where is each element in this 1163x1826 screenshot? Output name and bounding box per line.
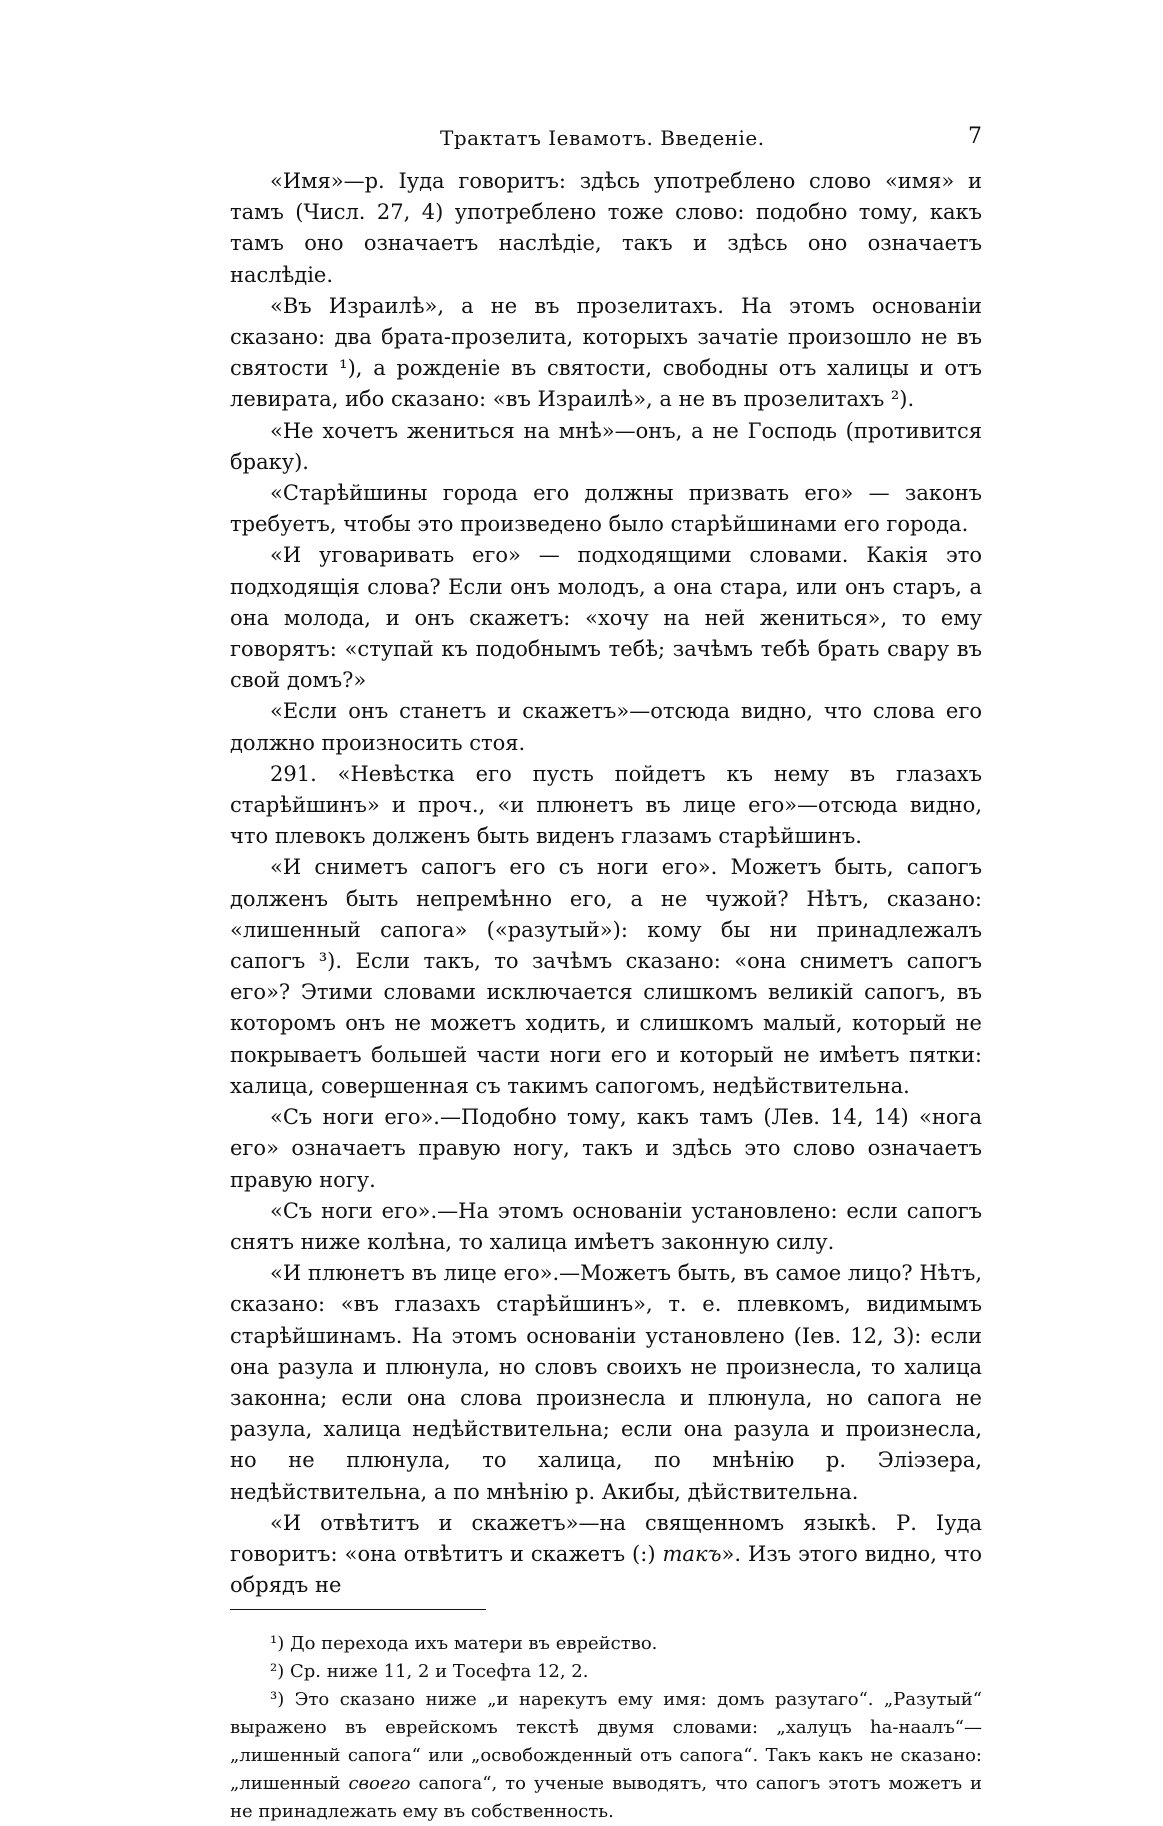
text-run: ». Изъ этого видно, что обрядъ не: [230, 1541, 983, 1598]
page-header: [230, 118, 982, 154]
text-run: сапога“, то ученые выводятъ, что сапогъ этотъ можетъ и не принадлежать ему въ собственность.: [230, 1773, 983, 1823]
paragraph-last: [230, 1508, 982, 1602]
paragraph: «Не хочетъ жениться на мнѣ»—онъ, а не Господь (противится браку).: [230, 418, 982, 474]
footnote-2: ²) Ср. ниже 11, 2 и Тосефта 12, 2.: [270, 1661, 589, 1683]
italic-word: такъ: [662, 1541, 722, 1566]
text-run: ³) Это сказано ниже „и нарекутъ ему имя: домъ разутаго“. „Разутый“ выражено въ еврейскомъ текстѣ двумя словами: „халуцъ hа-наалъ“—„лишенный сапога“ или „освобожденный отъ сапога“. Такъ какъ не сказано: „лишенный: [230, 1689, 982, 1795]
paragraph: «Если онъ станетъ и скажетъ»—отсюда видно, что слова его должно произносить стоя.: [230, 699, 982, 755]
paragraph: «Съ ноги его».—Подобно тому, какъ тамъ (Лев. 14, 14) «нога его» означаетъ правую ногу, такъ и здѣсь это слово означаетъ правую ногу.: [230, 1105, 982, 1192]
running-title: Трактатъ Іевамотъ. Введеніе.: [440, 126, 765, 150]
paragraph: «Имя»—р. Іуда говоритъ: здѣсь употреблено слово «имя» и тамъ (Числ. 27, 4) употреблено тоже слово: подобно тому, какъ тамъ оно означаетъ наслѣдіе, такъ и здѣсь оно означаетъ наслѣдіе.: [230, 169, 982, 287]
page-number: 7: [968, 124, 982, 149]
footnote-divider: [230, 1609, 486, 1610]
paragraph: «И уговаривать его» — подходящими словами. Какія это подходящія слова? Если онъ молодъ, а она стара, или онъ старъ, а она молода, и онъ скажетъ: «хочу на ней жениться», то ему говорятъ: «ступай къ подобнымъ тебѣ; зачѣмъ тебѣ брать свару въ свой домъ?»: [230, 543, 982, 693]
book-page: [230, 118, 982, 1826]
paragraph: «Въ Израилѣ», а не въ прозелитахъ. На этомъ основаніи сказано: два брата-прозелита, которыхъ зачатіе произошло не въ святости ¹), а рожденіе въ святости, свободны отъ халицы и отъ левирата, ибо сказано: «въ Израилѣ», а не въ прозелитахъ ²).: [230, 293, 982, 412]
paragraph: «Старѣйшины города его должны призвать его» — законъ требуетъ, чтобы это произведено было старѣйшинами его города.: [230, 481, 982, 537]
footnote-1: ¹) До перехода ихъ матери въ еврейство.: [270, 1633, 658, 1655]
paragraph: «Съ ноги его».—На этомъ основаніи установлено: если сапогъ снятъ ниже колѣна, то халица имѣетъ законную силу.: [230, 1198, 982, 1254]
text-run: «И отвѣтитъ и скажетъ»—на священномъ языкѣ. Р. Іуда говоритъ: «она отвѣтитъ и скажетъ (:): [230, 1510, 982, 1566]
footnote-3: [230, 1686, 982, 1826]
paragraph: «И сниметъ сапогъ его съ ноги его». Можетъ быть, сапогъ долженъ быть непремѣнно его, а не чужой? Нѣтъ, сказано: «лишенный сапога» («разутый»): кому бы ни принадлежалъ сапогъ ³). Если такъ, то зачѣмъ сказано: «она сниметъ сапогъ его»? Этими словами исключается слишкомъ великій сапогъ, въ которомъ онъ не можетъ ходить, и слишкомъ малый, который не покрываетъ большей части ноги его и который не имѣетъ пятки: халица, совершенная съ такимъ сапогомъ, недѣйствительна.: [230, 855, 982, 1098]
paragraph: «И плюнетъ въ лице его».—Можетъ быть, въ самое лицо? Нѣтъ, сказано: «въ глазахъ старѣйшинъ», т. е. плевкомъ, видимымъ старѣйшинамъ. На этомъ основаніи установлено (Іев. 12, 3): если она разула и плюнула, но словъ своихъ не произнесла, то халица законна; если она слова произнесла и плюнула, но сапога не разула, халица недѣйствительна; если она разула и произнесла, но не плюнула, то халица, по мнѣнію р. Эліэзера, недѣйствительна, а по мнѣнію р. Акибы, дѣйствительна.: [230, 1261, 982, 1504]
italic-word: своего: [348, 1773, 411, 1795]
footnotes: [230, 1630, 982, 1826]
paragraph: 291. «Невѣстка его пусть пойдетъ къ нему въ глазахъ старѣйшинъ» и проч., «и плюнетъ въ лице его»—отсюда видно, что плевокъ долженъ быть виденъ глазамъ старѣйшинъ.: [230, 761, 982, 849]
main-text: [230, 166, 982, 1601]
